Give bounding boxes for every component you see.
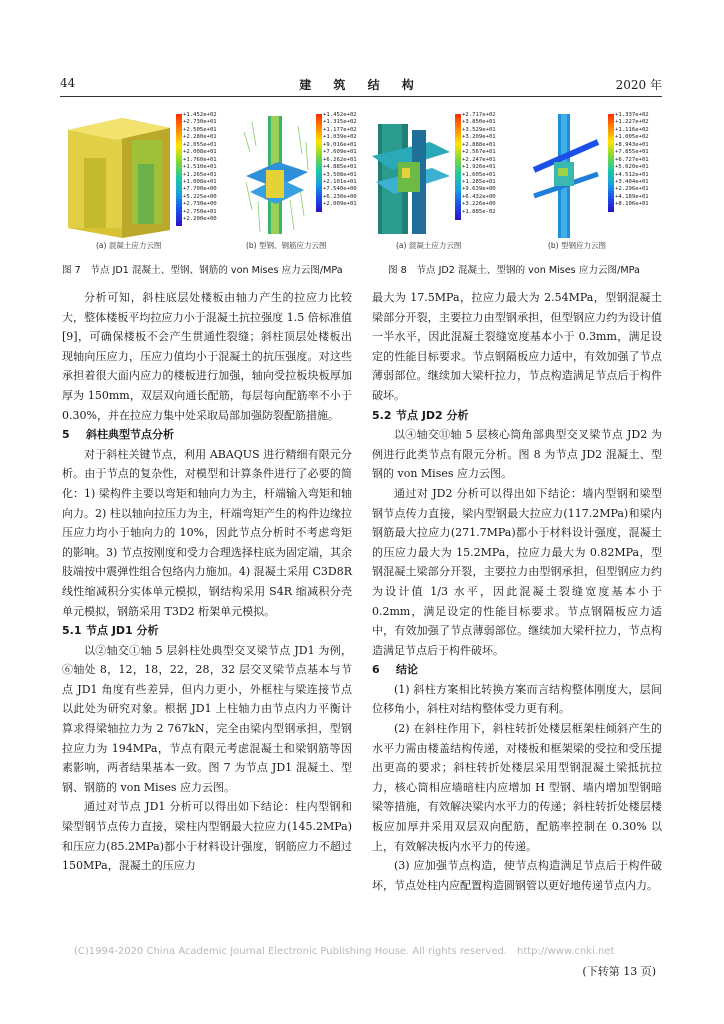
- fig8a-legend-values: [462, 112, 496, 216]
- legend-value: +3.209e+01: [462, 134, 496, 141]
- legend-value: +1.337e+02: [615, 112, 649, 118]
- section-heading: [62, 425, 352, 445]
- legend-value: +7.700e+00: [183, 186, 217, 193]
- legend-value: +1.605e+01: [462, 171, 496, 178]
- issue-year: 2020 年: [615, 78, 662, 92]
- legend-value: +1.039e+02: [323, 134, 357, 141]
- continued-on-page: (下转第 13 页): [582, 965, 656, 978]
- fig8a-subcaption: (a) 混凝土应力云图: [396, 241, 462, 250]
- fig8b-subcaption: (b) 型钢应力云图: [548, 241, 606, 250]
- legend-value: +6.727e+01: [615, 156, 649, 163]
- fig7b-contour-image: [238, 112, 314, 240]
- body-paragraph: 通过对节点 JD1 分析可以得出如下结论：柱内型钢和梁型钢节点传力直接，梁柱内型钢最大拉应力(145.2MPa)和压应力(85.2MPa)都小于材料设计强度，钢筋应力不超过 150MPa，混凝土的压应力: [62, 800, 352, 873]
- body-paragraph: 以④轴交⑪轴 5 层核心筒角部典型交叉梁节点 JD2 为例进行此类节点有限元分析。图 8 为节点 JD2 混凝土、型钢的 von Mises 应力云图。: [372, 428, 662, 481]
- legend-value: +3.529e+01: [462, 126, 496, 133]
- legend-value: +5.225e+00: [183, 193, 217, 200]
- body-paragraph: 对于斜柱关键节点，利用 ABAQUS 进行精细有限元分析。由于节点的复杂性，对模型和计算条件进行了必要的简化：1) 梁构件主要以弯矩和轴向力为主，杆端输入弯矩和轴向力。2) 柱以轴向拉压力为主，杆端弯矩产生的构件边缘拉压应力均小于轴向力的 10%，因此节点分析时不考虑弯矩的影响。3) 节点按刚度和受力合理选择柱底为固定端，其余肢端按中震弹性组合包络内力施加。4) 混凝土采用 C3D8R 线性缩减积分实体单元模拟，钢结构采用 S4R 缩减积分壳单元模拟，钢筋采用 T3D2 桁架单元模拟。: [62, 447, 352, 618]
- legend-value: +6.262e+01: [323, 156, 357, 163]
- legend-value: +1.265e+01: [183, 171, 217, 178]
- section-title: 节点 JD2 分析: [396, 408, 469, 422]
- figure8-caption: 图 8 节点 JD2 混凝土、型钢的 von Mises 应力云图/MPa: [388, 265, 640, 276]
- fig7b-color-legend: [316, 114, 322, 212]
- legend-value: +2.009e+01: [323, 201, 357, 208]
- legend-value: +1.005e+02: [615, 134, 649, 141]
- fig7a-contour-image: [62, 112, 174, 240]
- legend-value: +4.189e+01: [615, 193, 649, 200]
- legend-value: +2.247e+01: [462, 156, 496, 163]
- header-rule: [60, 96, 662, 97]
- right-text-column: [372, 288, 662, 895]
- legend-value: +1.760e+01: [183, 156, 217, 163]
- fig7a-legend-values: [183, 112, 217, 224]
- legend-value: +6.230e+00: [323, 193, 357, 200]
- legend-value: +3.850e+01: [462, 119, 496, 126]
- legend-value: +5.620e+01: [615, 164, 649, 171]
- legend-value: +1.452e+02: [183, 112, 217, 118]
- left-text-column: [62, 288, 352, 876]
- legend-value: +2.730e+00: [183, 201, 217, 208]
- fig8b-legend-values: [615, 112, 649, 209]
- legend-value: +2.730e+01: [183, 119, 217, 126]
- legend-value: +1.008e+01: [183, 178, 217, 185]
- section-heading: [372, 406, 662, 426]
- section-number: 5.2: [372, 408, 392, 422]
- section-title: 斜柱典型节点分析: [86, 428, 174, 442]
- body-paragraph: (3) 应加强节点构造，使节点构造满足节点后于构件破坏，节点处柱内应配置构造圆钢管以更好地传递节点内力。: [372, 859, 662, 892]
- legend-value: +1.227e+02: [615, 119, 649, 126]
- section-heading: [62, 621, 352, 641]
- fig8a-color-legend: [455, 114, 461, 220]
- running-header: [60, 76, 662, 94]
- legend-value: +7.855e+01: [615, 149, 649, 156]
- legend-value: +2.717e+02: [462, 112, 496, 118]
- legend-value: +2.888e+01: [462, 141, 496, 148]
- section-heading: [372, 660, 662, 680]
- body-paragraph: 以②轴交①轴 5 层斜柱处典型交叉梁节点 JD1 为例，⑥轴处 8，12，18，22，28，32 层交叉梁节点基本与节点 JD1 角度有些差异，但内力更小，外框柱与梁连接节点以此处为研究对象。根据 JD1 上柱轴力由节点内力平衡计算求得梁轴拉力为 2 767kN，完全由梁内型钢承担，型钢拉应力为 194MPa，节点有限元考虑混凝土和梁钢筋等因素影响，两者结果基本一致。图 7 为节点 JD1 混凝土、型钢、钢筋的 von Mises 应力云图。: [62, 643, 352, 794]
- body-paragraph: 通过对 JD2 分析可以得出如下结论：墙内型钢和梁型钢节点传力直接，梁内型钢最大拉应力(117.2MPa)和梁内钢筋最大拉应力(271.7MPa)都小于材料设计强度，混凝土的压应力最大为 15.2MPa，拉应力最大为 0.82MPa，型钢混凝土梁部分开裂，主要拉力由型钢承担，但型钢应力约为设计值 1/3 水平，因此混凝土裂缝宽度基本小于 0.2mm，满足设定的性能目标要求。节点钢隔板应力适中，有效加强了节点薄弱部位。继续加大梁杆拉力，节点构造满足节点后于构件破坏。: [372, 486, 662, 657]
- legend-value: +2.505e+01: [183, 126, 217, 133]
- legend-value: +2.200e+00: [183, 216, 217, 223]
- legend-value: +6.432e+00: [462, 193, 496, 200]
- body-paragraph: (2) 在斜柱作用下，斜柱转折处楼层框架柱倾斜产生的水平力需由楼盖结构传递，对楼板和框架梁的受拉和受压提出更高的要求；斜柱转折处楼层采用型钢混凝土梁抵抗拉力，核心筒相应墙暗柱内应增加 H 型钢、墙内增加型钢暗梁等措施，有效解决梁内水平力的传递；斜柱转折处楼层楼板应加厚并采用双层双向配筋，配筋率控制在 0.30% 以上，有效解决板内水平力的传递。: [372, 722, 662, 853]
- legend-value: +2.750e+01: [183, 208, 217, 215]
- legend-value: +3.508e+01: [323, 171, 357, 178]
- legend-value: +1.116e+02: [615, 126, 649, 133]
- fig7b-subcaption: (b) 型钢、钢筋应力云图: [246, 241, 327, 250]
- legend-value: +1.177e+02: [323, 126, 357, 133]
- legend-value: +7.609e+01: [323, 149, 357, 156]
- fig8b-contour-image: [530, 112, 602, 240]
- legend-value: +7.540e+00: [323, 186, 357, 193]
- legend-value: +1.926e+01: [462, 164, 496, 171]
- copyright-watermark: (C)1994-2020 China Academic Journal Electronic Publishing House. All rights reserved. http://www.cnki.net: [74, 946, 615, 957]
- page-number: 44: [60, 76, 76, 90]
- section-title: 结论: [396, 663, 418, 677]
- legend-value: +1.452e+02: [323, 112, 357, 118]
- legend-value: +9.016e+01: [323, 141, 357, 148]
- legend-value: +2.280e+01: [183, 134, 217, 141]
- legend-value: +1.285e+01: [462, 178, 496, 185]
- body-paragraph: 分析可知，斜柱底层处楼板由轴力产生的拉应力比较大，整体楼板平均拉应力小于混凝土抗拉强度 1.5 倍标准值[9]，可确保楼板不会产生贯通性裂缝；斜柱顶层处楼板出现轴向压应力，压应力值均小于混凝土的抗压强度。对这些承担着很大面内应力的楼板进行加强，轴向受拉板块板厚加厚为 150mm，双层双向通长配筋，每层每向配筋率不小于 0.30%，并在拉应力集中处采取局部加强防裂配筋措施。: [62, 291, 352, 422]
- legend-value: +1.885e-02: [462, 208, 496, 215]
- legend-value: +3.226e+00: [462, 201, 496, 208]
- journal-title: 建 筑 结 构: [299, 78, 423, 92]
- section-number: 5.1: [62, 624, 82, 638]
- fig8b-color-legend: [608, 114, 614, 212]
- body-paragraph: (1) 斜柱方案相比转换方案而言结构整体刚度大，层间位移角小，斜柱对结构整体受力更有利。: [372, 682, 662, 716]
- body-paragraph: 最大为 17.5MPa，拉应力最大为 2.54MPa，型钢混凝土梁部分开裂，主要拉力由型钢承担，但型钢应力约为设计值一半水平，因此混凝土裂缝宽度基本小于 0.3mm，满足设定的性能目标要求。节点钢隔板应力适中，有效加强了节点薄弱部位。继续加大梁杆拉力，节点构造满足节点后于构件破坏。: [372, 291, 662, 402]
- fig7a-subcaption: (a) 混凝土应力云图: [96, 241, 162, 250]
- legend-value: +2.101e+01: [323, 178, 357, 185]
- fig7b-legend-values: [323, 112, 357, 209]
- section-title: 节点 JD1 分析: [86, 624, 159, 638]
- legend-value: +1.315e+02: [323, 119, 357, 126]
- legend-value: +3.404e+01: [615, 178, 649, 185]
- legend-value: +1.510e+01: [183, 164, 217, 171]
- fig8a-contour-image: [372, 112, 452, 240]
- fig7a-color-legend: [176, 114, 182, 226]
- section-number: 6: [372, 663, 380, 677]
- legend-value: +8.106e+01: [615, 201, 649, 208]
- legend-value: +4.885e+01: [323, 164, 357, 171]
- legend-value: +2.296e+01: [615, 186, 649, 193]
- legend-value: +2.567e+01: [462, 149, 496, 156]
- legend-value: +8.943e+01: [615, 141, 649, 148]
- legend-value: +9.639e+00: [462, 186, 496, 193]
- legend-value: +4.512e+01: [615, 171, 649, 178]
- section-number: 5: [62, 428, 70, 442]
- figure7-caption: 图 7 节点 JD1 混凝土、型钢、钢筋的 von Mises 应力云图/MPa: [62, 265, 343, 276]
- legend-value: +2.055e+01: [183, 141, 217, 148]
- legend-value: +2.008e+01: [183, 149, 217, 156]
